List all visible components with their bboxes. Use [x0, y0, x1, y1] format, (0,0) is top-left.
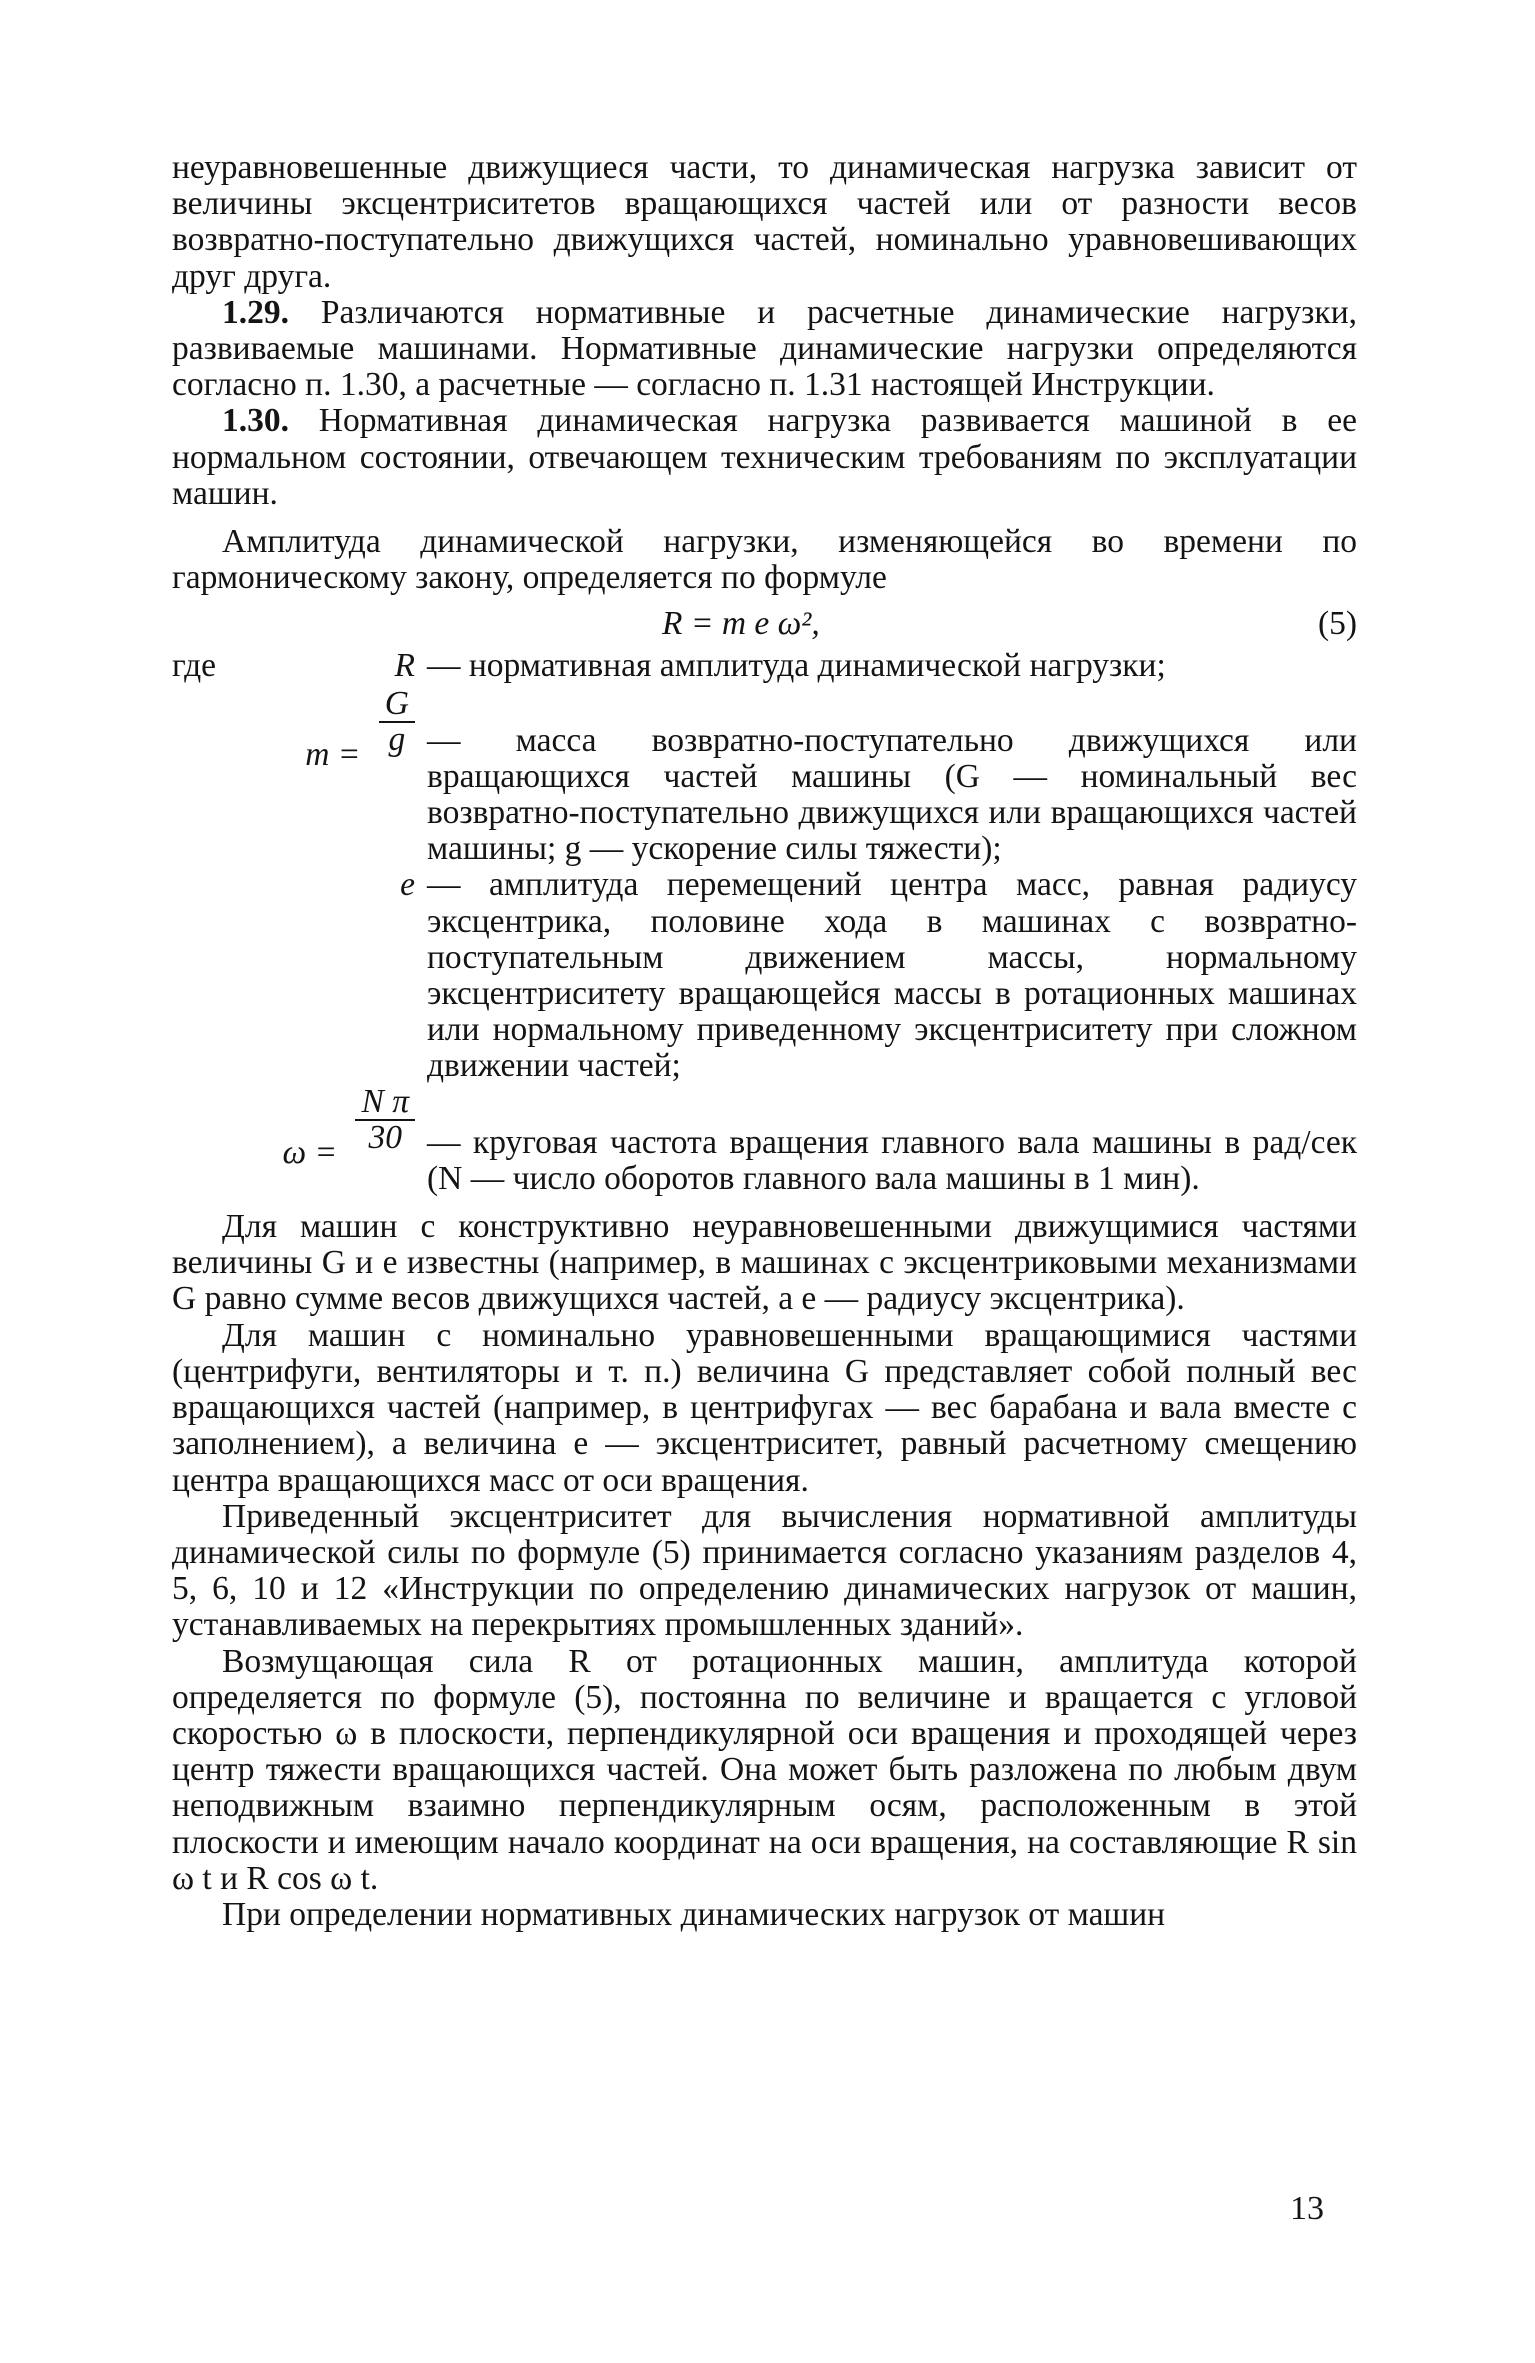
paragraph: Приведенный эксцентриситет для вычисления нормативной амплитуды динамической силы по формуле (5) принимается согласно указаниям разделов 4, 5, 6, 10 и 12 «Инструкции по определению динамических нагрузок от машин, устанавливаемых на перекрытиях промышленных зданий».	[172, 1497, 1357, 1644]
page-body	[172, 150, 1357, 1933]
formula-number: (5)	[1317, 605, 1357, 643]
paragraph: Амплитуда динамической нагрузки, изменяющейся во времени по гармоническому закону, определяется по формуле	[172, 523, 1357, 597]
definition-text: — масса возвратно-поступательно движущихся или вращающихся частей машины (G — номинальный вес возвратно-поступательно движущихся или вращающихся частей машины; g — ускорение силы тяжести);	[427, 721, 1357, 868]
paragraph: При определении нормативных динамических нагрузок от машин	[222, 1895, 1166, 1933]
formula-text: R = m e ω²,	[662, 605, 820, 643]
clause-number: 1.29.	[222, 293, 289, 331]
paragraph-1-29	[172, 295, 1357, 404]
fraction-N-pi-over-30	[355, 1082, 415, 1156]
symbol-R: R	[394, 647, 415, 685]
clause-number: 1.30.	[222, 402, 289, 440]
symbol-e: e	[400, 866, 415, 904]
fraction-G-over-g	[379, 684, 415, 758]
fraction-denominator: g	[388, 720, 406, 758]
definition-text: — амплитуда перемещений центра масс, равная радиусу эксцентрика, половине хода в машинах с возвратно-поступательным движением массы, нормальному эксцентриситету вращающейся массы в ротационных машинах или нормальному приведенному эксцентриситету при сложном движении частей;	[427, 866, 1357, 1085]
page-number: 13	[1290, 2190, 1324, 2227]
clause-text: Нормативная динамическая нагрузка развивается машиной в ее нормальном состоянии, отвечающем техническим требованиям по эксплуатации машин.	[172, 402, 1357, 512]
paragraph: Для машин с конструктивно неуравновешенными движущимися частями величины G и e известны (например, в машинах с эксцентриковыми механизмами G равно сумме весов движущихся частей, а e — радиусу эксцентрика).	[172, 1208, 1357, 1318]
paragraph: Для машин с номинально уравновешенными вращающимися частями (центрифуги, вентиляторы и т. п.) величина G представляет собой полный вес вращающихся частей (например, в центрифугах — вес барабана и вала вместе с заполнением), а величина e — эксцентриситет, равный расчетному смещению центра вращающихся масс от оси вращения.	[172, 1316, 1357, 1499]
paragraph-1-30	[172, 403, 1357, 512]
definition-omega	[172, 1082, 1357, 1197]
definition-m	[172, 684, 1357, 868]
where-label: где	[172, 647, 216, 685]
fraction-numerator: G	[379, 687, 415, 723]
definition-e	[172, 867, 1357, 1084]
definition-text: — круговая частота вращения главного вала машины в рад/сек (N — число оборотов главного вала машины в 1 мин).	[427, 1123, 1357, 1197]
symbol-m: m =	[305, 736, 361, 774]
definition-text: — нормативная амплитуда динамической нагрузки;	[427, 647, 1166, 685]
symbol-omega: ω =	[282, 1134, 338, 1172]
formula-5	[172, 602, 1357, 646]
clause-text: Различаются нормативные и расчетные динамические нагрузки, развиваемые машинами. Нормативные динамические нагрузки определяются согласно п. 1.30, а расчетные — согласно п. 1.31 настоящей Инструкции.	[172, 293, 1357, 404]
fraction-denominator: 30	[368, 1118, 402, 1156]
definition-R	[172, 648, 1357, 684]
fraction-numerator: N π	[355, 1085, 415, 1121]
paragraph: Возмущающая сила R от ротационных машин, амплитуда которой определяется по формуле (5), постоянна по величине и вращается с угловой скоростью ω в плоскости, перпендикулярной оси вращения и проходящей через центр тяжести вращающихся частей. Она может быть разложена по любым двум неподвижным взаимно перпендикулярным осям, расположенным в этой плоскости и имеющим начало координат на оси вращения, на составляющие R sin ω t и R cos ω t.	[172, 1642, 1357, 1897]
definitions-list	[172, 648, 1357, 1197]
paragraph: неуравновешенные движущиеся части, то динамическая нагрузка зависит от величины эксцентриситетов вращающихся частей или от разности весов возвратно-поступательно движущихся частей, номинально уравновешивающих друг друга.	[172, 149, 1357, 295]
